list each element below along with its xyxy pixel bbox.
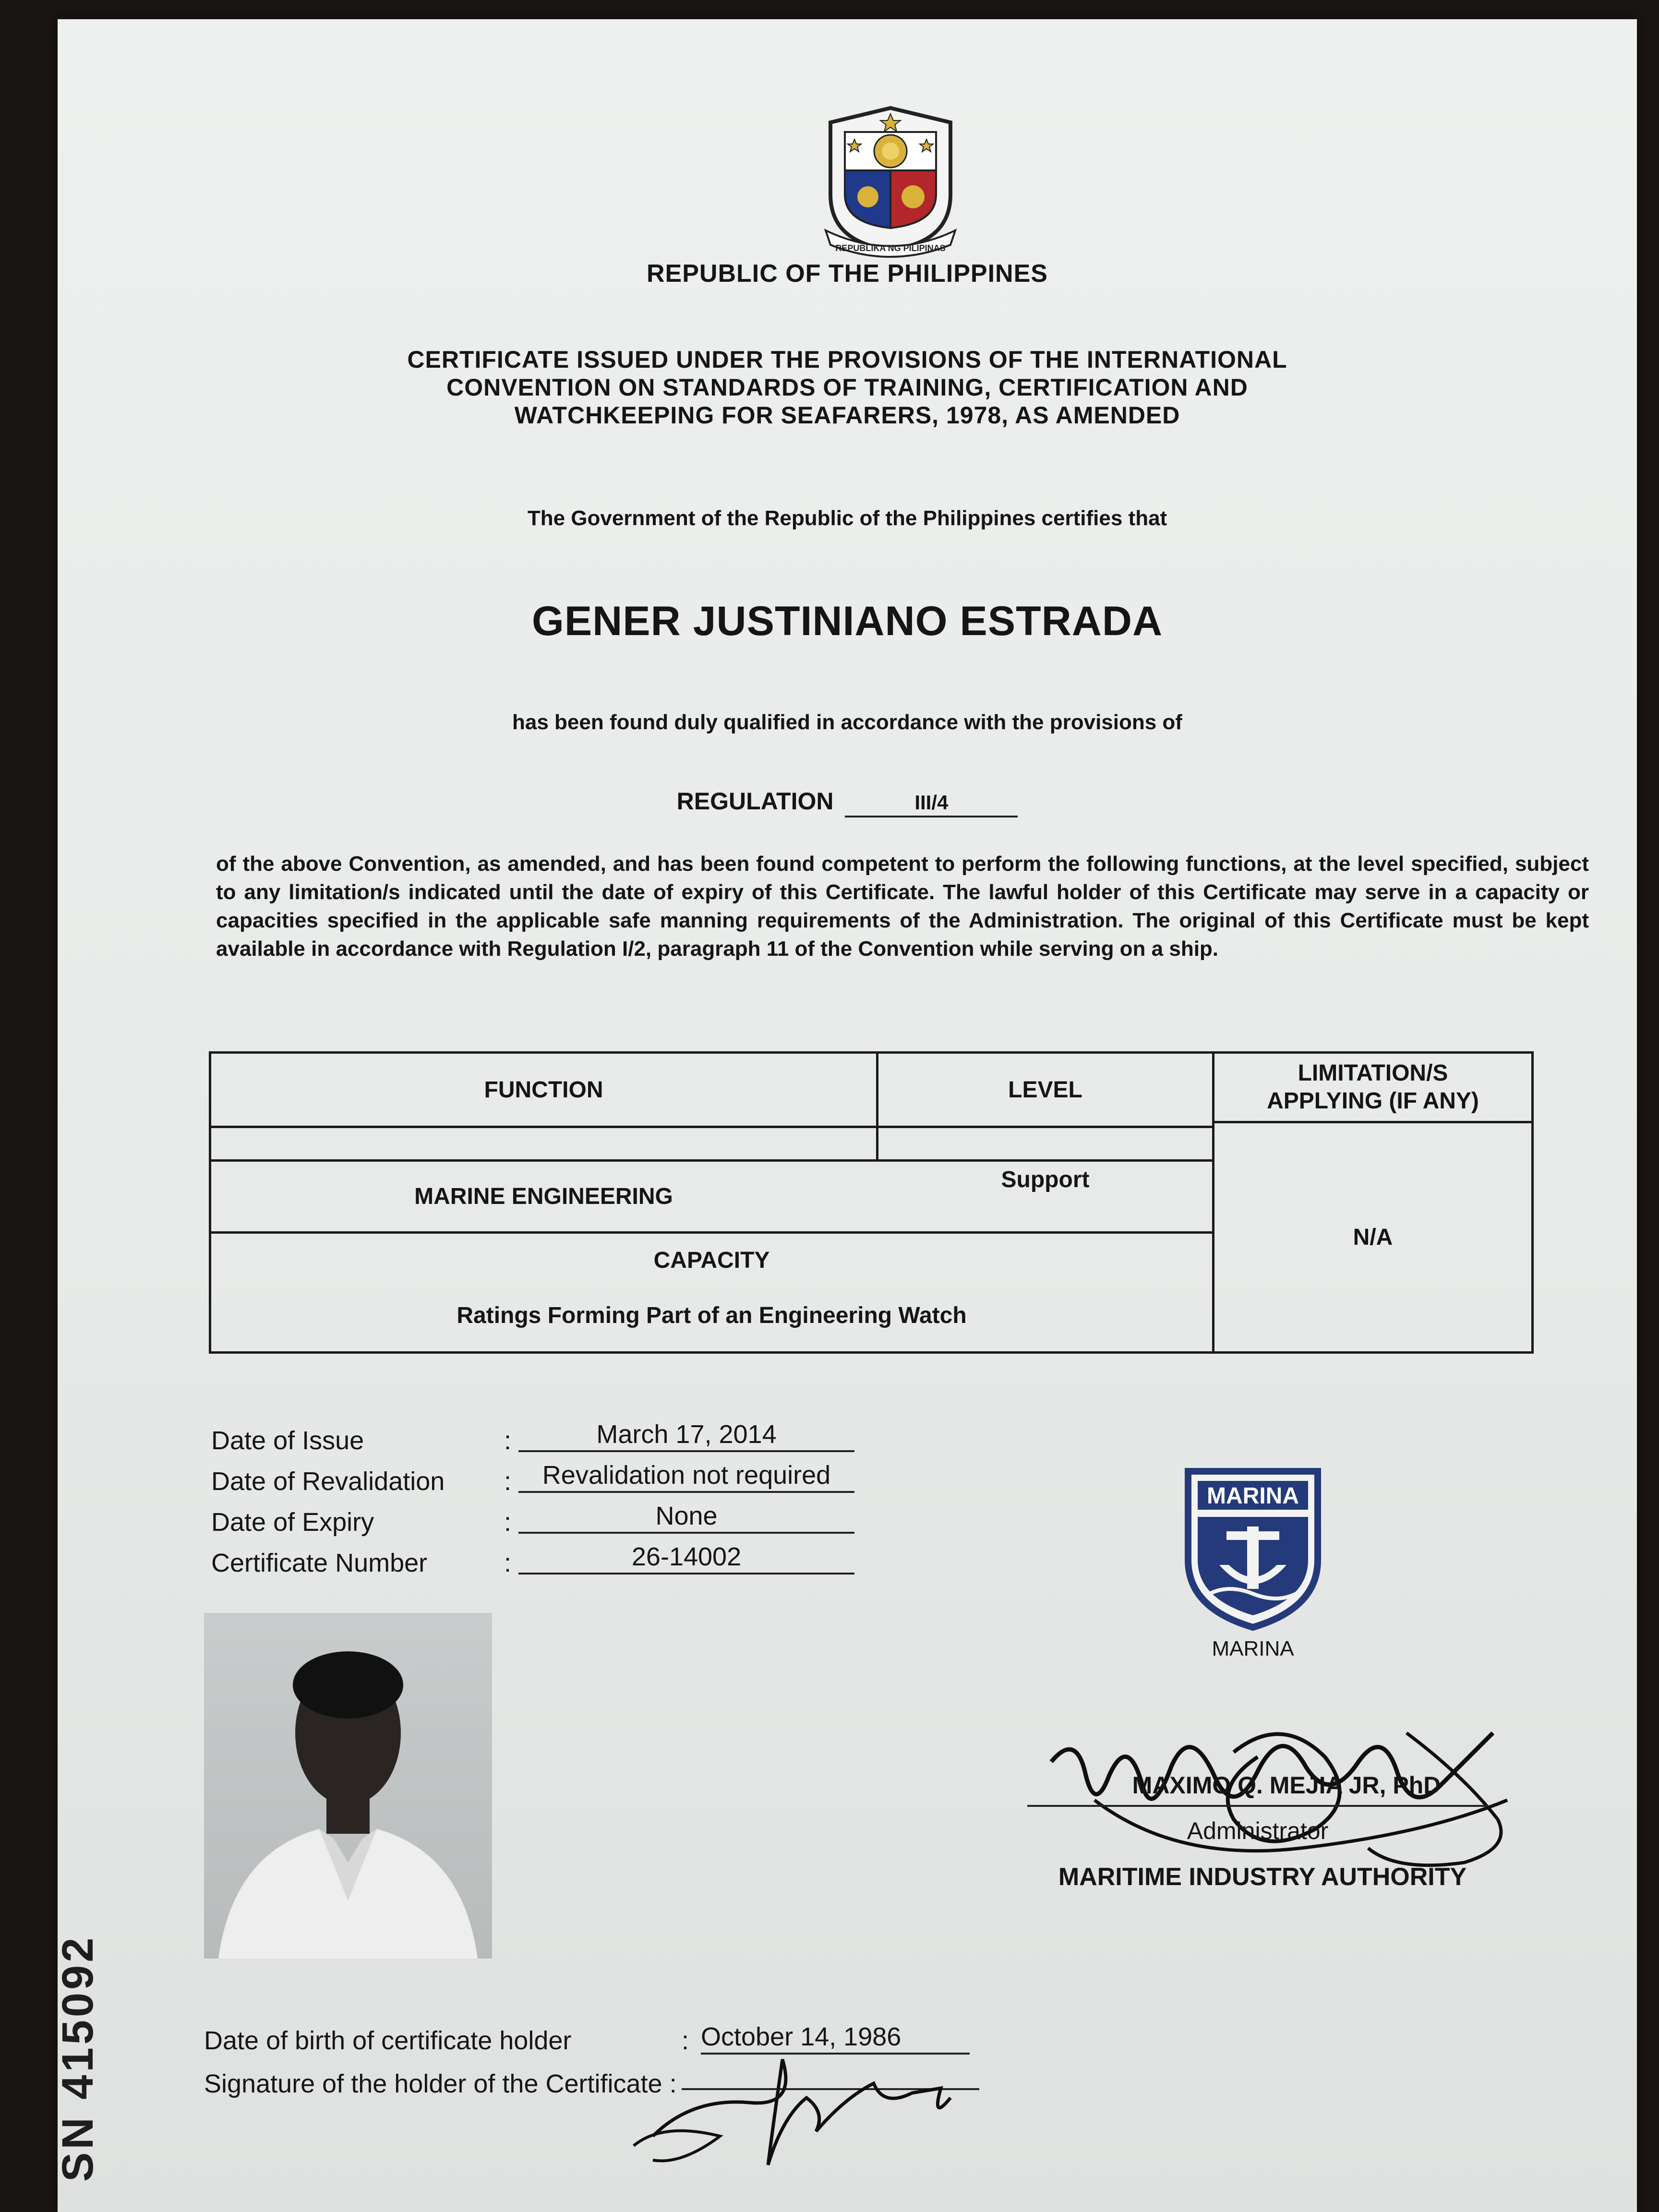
level-header: LEVEL	[1008, 1077, 1082, 1103]
serial-number: SN 415092	[53, 1935, 102, 2182]
issue-date-value: March 17, 2014	[518, 1419, 854, 1452]
capacity-value: Ratings Forming Part of an Engineering Watch	[457, 1302, 967, 1328]
function-value: MARINE ENGINEERING	[414, 1184, 673, 1209]
marina-logo-text: MARINA	[1207, 1483, 1299, 1509]
regulation-line	[58, 787, 1637, 817]
certificate-title-line: CONVENTION ON STANDARDS OF TRAINING, CERTIFICATION AND	[446, 374, 1248, 401]
certificate-title-line: CERTIFICATE ISSUED UNDER THE PROVISIONS OF THE INTERNATIONAL	[407, 346, 1287, 373]
certificate-paper	[53, 19, 1637, 2212]
issue-date-label: Date of Issue	[211, 1426, 364, 1455]
holder-signature-label: Signature of the holder of the Certificate :	[204, 2069, 677, 2098]
seal-text: REPUBLIKA NG PILIPINAS	[835, 243, 946, 253]
marina-logo-icon	[1181, 1464, 1325, 1632]
administrator-title: Administrator	[1187, 1817, 1329, 1844]
person-photo-icon	[204, 1613, 492, 1959]
revalidation-date-label: Date of Revalidation	[211, 1467, 445, 1496]
expiry-date-label: Date of Expiry	[211, 1508, 374, 1537]
function-table	[209, 1051, 1534, 1354]
limitation-header	[1214, 1054, 1531, 1121]
regulation-label: REGULATION	[676, 788, 834, 815]
limitation-header-line: LIMITATION/S	[1298, 1060, 1448, 1086]
revalidation-date-value: Revalidation not required	[518, 1459, 854, 1493]
certificate-title-line: WATCHKEEPING FOR SEAFARERS, 1978, AS AMENDED	[514, 402, 1180, 429]
philippine-seal-icon	[811, 103, 970, 262]
holder-name: GENER JUSTINIANO ESTRADA	[531, 598, 1163, 644]
marina-caption: MARINA	[1212, 1637, 1294, 1660]
field-colon: :	[504, 1426, 512, 1455]
certifies-statement: The Government of the Republic of the Philippines certifies that	[527, 506, 1167, 530]
qualified-statement: has been found duly qualified in accordance with the provisions of	[512, 710, 1182, 734]
expiry-date-value: None	[518, 1500, 854, 1534]
dob-label: Date of birth of certificate holder	[204, 2026, 572, 2055]
certificate-title	[58, 346, 1637, 429]
limitation-value: N/A	[1353, 1225, 1393, 1250]
competence-paragraph: of the above Convention, as amended, and has been found competent to perform the following functions, at the level specified, subject to any limitation/s indicated until the date of expiry of this Certificate. The lawful holder of this Certificate may serve in a capacity or capacities specified in the applicable safe manning requirements of the Administration. The original of this Certificate must be kept available in accordance with Regulation I/2, paragraph 11 of the Convention while serving on a ship.	[216, 852, 1589, 961]
administrator-signature-line	[1027, 1805, 1488, 1807]
field-colon: :	[504, 1467, 512, 1496]
field-colon: :	[504, 1508, 512, 1537]
certificate-number-label: Certificate Number	[211, 1549, 428, 1577]
republic-heading: REPUBLIC OF THE PHILIPPINES	[647, 260, 1048, 288]
limitation-header-line: APPLYING (IF ANY)	[1267, 1088, 1479, 1114]
level-value: Support	[1001, 1167, 1090, 1192]
certificate-number-value: 26-14002	[518, 1541, 854, 1575]
authority-name: MARITIME INDUSTRY AUTHORITY	[1058, 1863, 1467, 1891]
holder-signature-icon	[624, 2040, 1008, 2184]
regulation-value: III/4	[845, 790, 1018, 817]
holder-photo	[204, 1613, 492, 1959]
administrator-name: MAXIMO Q. MEJIA JR, PhD	[1132, 1772, 1441, 1799]
dob-colon: :	[682, 2026, 689, 2055]
capacity-header: CAPACITY	[653, 1247, 770, 1273]
field-colon: :	[504, 1549, 512, 1577]
function-header: FUNCTION	[484, 1077, 603, 1103]
dob-value: October 14, 1986	[701, 2021, 970, 2055]
